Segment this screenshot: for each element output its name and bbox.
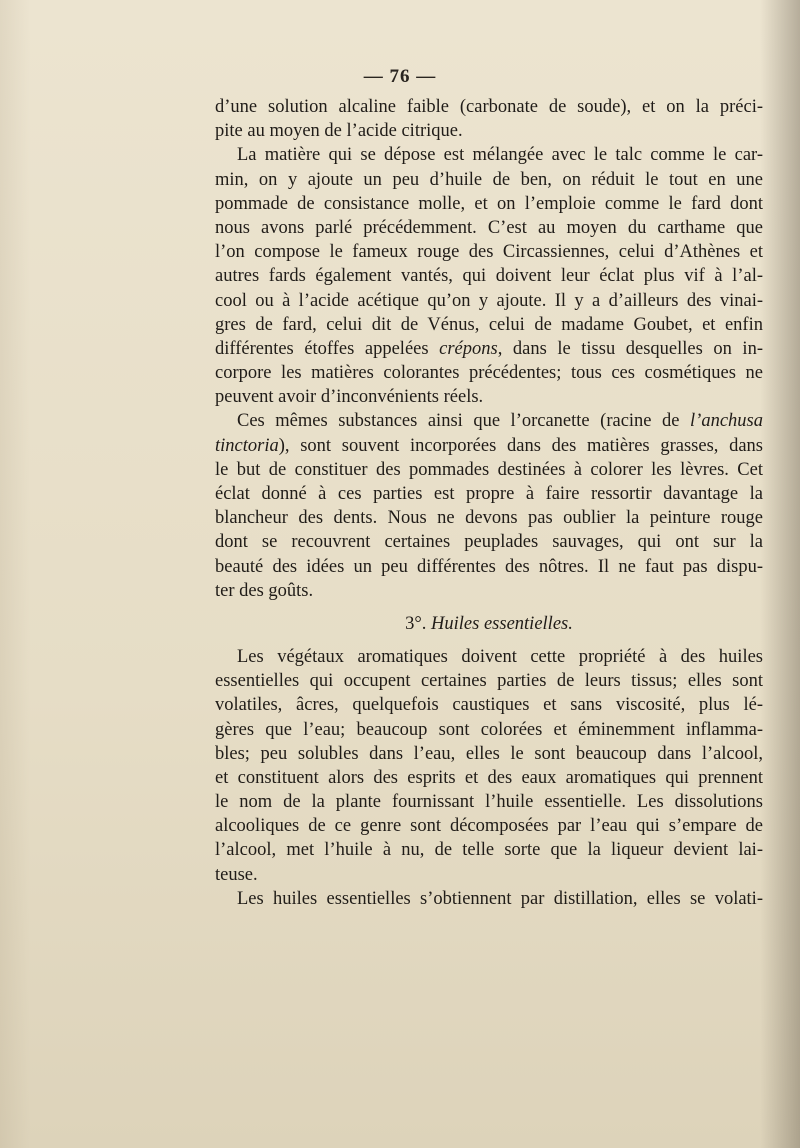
text-line: éclat donné à ces parties est propre à faire ressortir davantage la: [215, 484, 763, 504]
text-line: bles; peu solubles dans l’eau, elles le sont beaucoup dans l’alcool,: [215, 743, 763, 764]
text-line: beauté des idées un peu différentes des nôtres. Il ne faut pas dispu-: [215, 556, 763, 577]
text-line: ter des goûts.: [215, 580, 314, 601]
section-title: Huiles essentielles.: [431, 613, 573, 634]
text-line: autres fards également vantés, qui doivent leur éclat plus vif à l’al-: [215, 266, 763, 287]
text-line: dont se recouvrent certaines peuplades sauvages, qui ont sur la: [215, 532, 763, 553]
text-line: min, on y ajoute un peu d’huile de ben, on réduit le tout en une: [215, 169, 763, 190]
paragraph-block-2: [215, 645, 763, 911]
text-line: teuse.: [215, 864, 258, 885]
text-line: Les huiles essentielles s’obtiennent par distillation, elles se volati-: [237, 888, 763, 909]
text-line: alcooliques de ce genre sont décomposées par l’eau qui s’empare de: [215, 816, 763, 837]
text-line: l’alcool, met l’huile à nu, de telle sorte que la liqueur devient lai-: [215, 840, 763, 861]
section-heading: [215, 603, 763, 645]
text-line: gères que l’eau; beaucoup sont colorées et éminemment inflamma-: [215, 719, 763, 740]
text-line: pite au moyen de l’acide citrique.: [215, 121, 463, 142]
text-line: pommade de consistance molle, et on l’emploie comme le fard dont: [215, 193, 763, 214]
text-line: volatiles, âcres, quelquefois caustiques et sans viscosité, plus lé-: [215, 695, 763, 716]
text-line: blancheur des dents. Nous ne devons pas oublier la peinture rouge: [215, 508, 763, 529]
text-line: essentielles qui occupent certaines parties de leurs tissus; elles sont: [215, 671, 763, 692]
text-line: gres de fard, celui dit de Vénus, celui de madame Goubet, et enfin: [215, 314, 763, 335]
text-line: Les végétaux aromatiques doivent cette propriété à des huiles: [237, 646, 763, 667]
text-line: Ces mêmes substances ainsi que l’orcanette (racine de l’anchusa: [237, 411, 763, 432]
page-number: — 76 —: [363, 66, 437, 87]
text-line: d’une solution alcaline faible (carbonate de soude), et on la préci-: [215, 97, 763, 117]
text-line: l’on compose le fameux rouge des Circassiennes, celui d’Athènes et: [215, 242, 763, 263]
text-line: tinctoria), sont souvent incorporées dans des matières grasses, dans: [215, 435, 763, 456]
section-number: 3°.: [405, 613, 427, 634]
text-line: La matière qui se dépose est mélangée avec le talc comme le car-: [237, 145, 763, 166]
text-line: peuvent avoir d’inconvénients réels.: [215, 387, 484, 408]
paragraph-block-1: [215, 95, 763, 603]
body-text: [215, 95, 763, 911]
text-line: différentes étoffes appelées crépons, dans le tissu desquelles on in-: [215, 338, 763, 359]
text-line: et constituent alors des esprits et des eaux aromatiques qui prennent: [215, 767, 763, 788]
text-line: le but de constituer des pommades destinées à colorer les lèvres. Cet: [215, 459, 763, 480]
text-line: le nom de la plante fournissant l’huile essentielle. Les dissolutions: [215, 792, 763, 813]
text-line: corpore les matières colorantes précédentes; tous ces cosmétiques ne: [215, 363, 763, 384]
text-line: cool ou à l’acide acétique qu’on y ajoute. Il y a d’ailleurs des vinai-: [215, 290, 763, 311]
text-line: nous avons parlé précédemment. C’est au moyen du carthame que: [215, 217, 763, 238]
